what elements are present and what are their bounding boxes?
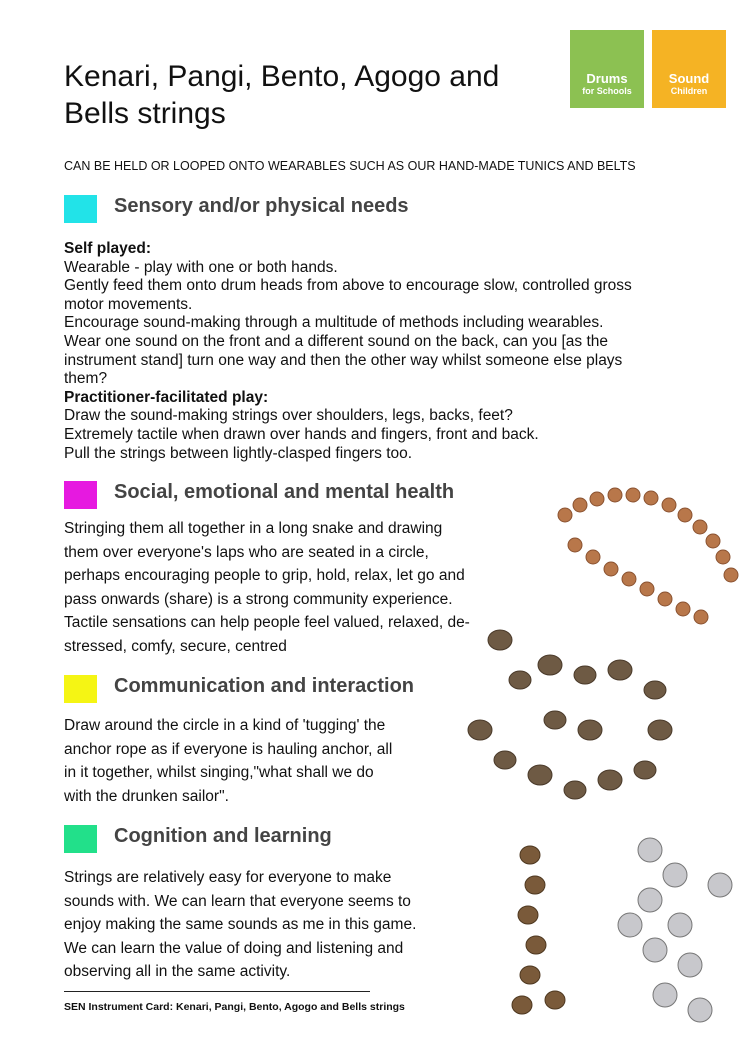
drums-for-schools-logo xyxy=(570,30,644,108)
text-line: them? xyxy=(64,370,108,388)
text-line: Pull the strings between lightly-clasped fingers too. xyxy=(64,444,413,462)
section-text: Draw around the circle in a kind of 'tugging' the anchor rope as if everyone is hauling anchor, all in it together, whilst singing,"what shall we do with the drunken sailor". xyxy=(64,717,393,805)
logo-text: Drums xyxy=(586,71,628,86)
sensory-body xyxy=(64,240,632,463)
section-heading: Social, emotional and mental health xyxy=(114,481,455,503)
subtitle: CAN BE HELD OR LOOPED ONTO WEARABLES SUCH AS OUR HAND-MADE TUNICS AND BELTS xyxy=(64,159,636,173)
section-heading: Communication and interaction xyxy=(114,675,415,697)
text-line: Gently feed them onto drum heads from above to encourage slow, controlled gross xyxy=(64,277,632,295)
footer-divider xyxy=(64,991,370,992)
text-line: Wearable - play with one or both hands. xyxy=(64,258,338,276)
page-title: Kenari, Pangi, Bento, Agogo and Bells strings xyxy=(64,60,500,130)
text-line: Draw the sound-making strings over shoulders, legs, backs, feet? xyxy=(64,407,513,425)
footer-caption: SEN Instrument Card: Kenari, Pangi, Bento, Agogo and Bells strings xyxy=(64,1001,405,1013)
practitioner-label: Practitioner-facilitated play: xyxy=(64,388,269,406)
yellow-square-icon xyxy=(64,675,97,703)
magenta-square-icon xyxy=(64,481,97,509)
text-line: motor movements. xyxy=(64,295,193,313)
section-text: Strings are relatively easy for everyone to make sounds with. We can learn that everyone seems to enjoy making the same sounds as me in this game. We can learn the value of doing and listening and observing all in the same activity. xyxy=(64,869,417,981)
sound-children-logo xyxy=(652,30,726,108)
section-heading: Sensory and/or physical needs xyxy=(114,195,409,217)
cyan-square-icon xyxy=(64,195,97,223)
pangi-strings-photo xyxy=(460,620,690,820)
section-text: Stringing them all together in a long snake and drawing them over everyone's laps who are seated in a circle, perhaps encouraging people to grip, hold, relax, let go and pass onwards (share) is a strong community experience. Tactile sensations can help people feel valued, relaxed, de-stressed, comfy, secure, centred xyxy=(64,520,470,655)
logo-subtext: Children xyxy=(670,86,708,96)
logo-subtext: for Schools xyxy=(582,86,632,96)
self-played-label: Self played: xyxy=(64,240,151,257)
bento-and-bells-photo xyxy=(500,825,745,1040)
logo-text: Sound xyxy=(668,71,710,86)
green-square-icon xyxy=(64,825,97,853)
text-line: Encourage sound-making through a multitude of methods including wearables. xyxy=(64,314,604,332)
text-line: instrument stand] turn one way and then the other way whilst someone else plays xyxy=(64,351,623,369)
kenari-strings-photo xyxy=(545,465,745,630)
text-line: Extremely tactile when drawn over hands and fingers, front and back. xyxy=(64,425,539,443)
text-line: Wear one sound on the front and a different sound on the back, can you [as the xyxy=(64,332,609,350)
section-heading: Cognition and learning xyxy=(114,825,332,847)
